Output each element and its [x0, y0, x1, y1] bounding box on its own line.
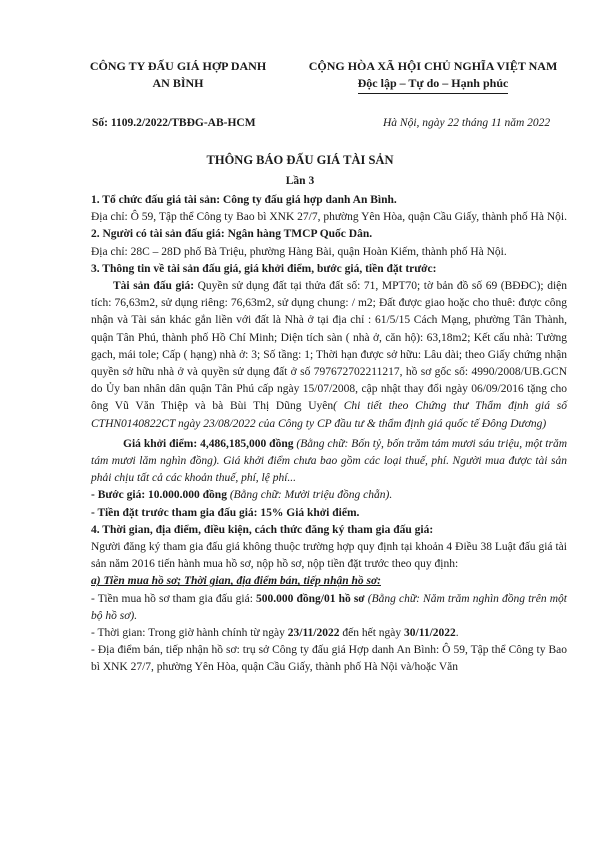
section1-heading: 1. Tổ chức đấu giá tài sản: Công ty đấu giá hợp danh An Bình. — [91, 194, 397, 206]
nation-title: CỘNG HÒA XÃ HỘI CHỦ NGHĨA VIỆT NAM — [308, 59, 558, 73]
section2-heading: 2. Người có tài sản đấu giá: Ngân hàng TMCP Quốc Dân. — [91, 228, 373, 241]
org-name-line2: AN BÌNH — [152, 76, 204, 90]
organization-header — [88, 58, 268, 92]
start-price-note: (Bằng chữ: Bốn tỷ, bốn trăm tám mươi sáu triệu, một trăm tám mươi lăm nghìn đồng). Giá khởi điểm chưa bao gồm các loại thuế, phí. Người mua được tài sản phải chịu tất cả các khoản thuế, phí, lệ phí... — [91, 437, 567, 485]
section4-heading: 4. Thời gian, địa điểm, điều kiện, cách thức đăng ký tham gia đấu giá: — [91, 523, 434, 536]
time-from: 23/11/2022 — [287, 627, 340, 640]
asset-text: Quyền sử dụng đất tại thửa đất số: 71, MPT70; tờ bản đồ số 69 (BĐĐC); diện tích: 76,63m2, sử dụng riêng: 76,63m2, sử dụng chung: / m2; Đất được giao hoặc cho thuê: được công nhận và Tài sản khác gắn liền với đất là Nhà ở tại địa chỉ : 61/5/15 Cách Mạng, phường Tân Thành, quận Tân Phú, thành phố Hồ Chí Minh; Diện tích sàn ( nhà ở, căn hộ): 63,18m2; Kết cấu nhà: Tường gạch, mái tole; Cấp ( hạng) nhà ở: 3; Số tầng: 1; Thời hạn được sở hữu: Lâu dài; theo Giấy chứng nhận quyền sở hữu nhà ở và quyền sử dụng đất ở số 797672702211217, hồ sơ gốc số: 4990/2008/UB.GCN do Ủy ban nhân dân quận Tân Phú cấp ngày 15/07/2008, cập nhật thay đổi ngày 06/09/2016 tặng cho ông Vũ Văn Thiệp và bà Bùi Thị Dũng Uyên — [91, 280, 567, 413]
national-header — [292, 58, 574, 94]
document-number: Số: 1109.2/2022/TBĐG-AB-HCM — [92, 117, 256, 129]
bid-step-label: - Bước giá: 10.000.000 đồng — [91, 489, 227, 502]
section4-sub-a: a) Tiền mua hồ sơ; Thời gian, địa điểm bán, tiếp nhận hồ sơ: — [91, 575, 381, 588]
motto: Độc lập – Tự do – Hạnh phúc — [358, 75, 509, 94]
fee-prefix: - Tiền mua hồ sơ tham gia đấu giá: — [91, 592, 256, 605]
auction-round: Lần 3 — [285, 175, 315, 187]
bid-step — [91, 487, 567, 504]
section4-intro: Người đăng ký tham gia đấu giá không thuộc trường hợp quy định tại khoản 4 Điều 38 Luật đấu giá tài sản năm 2016 tiến hành mua hồ sơ, nộp hồ sơ, nộp tiền đặt trước theo quy định: — [91, 541, 567, 571]
document-date: Hà Nội, ngày 22 tháng 11 năm 2022 — [383, 117, 551, 129]
sale-place: - Địa điểm bán, tiếp nhận hồ sơ: trụ sở Công ty đấu giá Hợp danh An Bình: Ô 59, Tập thể Công ty Bao bì XNK 27/7, phường Yên Hòa, quận Cầu Giấy, thành phố Hà Nội và/hoặc Văn — [91, 644, 567, 674]
time-mid: đến hết ngày — [339, 627, 405, 640]
deposit: - Tiền đặt trước tham gia đấu giá: 15% Giá khởi điểm. — [91, 506, 360, 519]
org-name-line1: CÔNG TY ĐẤU GIÁ HỢP DANH — [89, 59, 267, 73]
sale-time — [91, 625, 567, 642]
bid-step-note: (Bằng chữ: Mười triệu đồng chẵn). — [226, 489, 393, 502]
document-fee — [91, 591, 567, 625]
fee-value: 500.000 đồng/01 hồ sơ — [256, 592, 365, 605]
start-price-label: Giá khởi điểm: 4,486,185,000 đồng — [123, 437, 294, 450]
asset-note: ( Chi tiết theo Chứng thư Thẩm định giá số CTHN0140822CT ngày 23/08/2022 của Công ty CP đầu tư & thẩm định giá quốc tế Đông Dương) — [91, 400, 567, 430]
time-end: . — [455, 627, 459, 640]
asset-description — [91, 278, 567, 433]
asset-label: Tài sản đấu giá: — [113, 280, 195, 293]
section1-address: Địa chỉ: Ô 59, Tập thể Công ty Bao bì XNK 27/7, phường Yên Hòa, quận Cầu Giấy, thành phố Hà Nội. — [91, 211, 567, 224]
fee-note: (Bằng chữ: Năm trăm nghìn đồng trên một bộ hồ sơ). — [91, 592, 567, 622]
document-title: THÔNG BÁO ĐẤU GIÁ TÀI SẢN — [206, 153, 394, 167]
section2-address: Địa chỉ: 28C – 28D phố Bà Triệu, phường Hàng Bài, quận Hoàn Kiếm, thành phố Hà Nội. — [91, 245, 507, 258]
document-body — [91, 192, 567, 677]
time-to: 30/11/2022 — [404, 627, 456, 640]
start-price — [91, 436, 567, 488]
section3-heading: 3. Thông tin về tài sản đấu giá, giá khởi điểm, bước giá, tiền đặt trước: — [91, 262, 437, 275]
time-prefix: - Thời gian: Trong giờ hành chính từ ngày — [91, 627, 288, 640]
